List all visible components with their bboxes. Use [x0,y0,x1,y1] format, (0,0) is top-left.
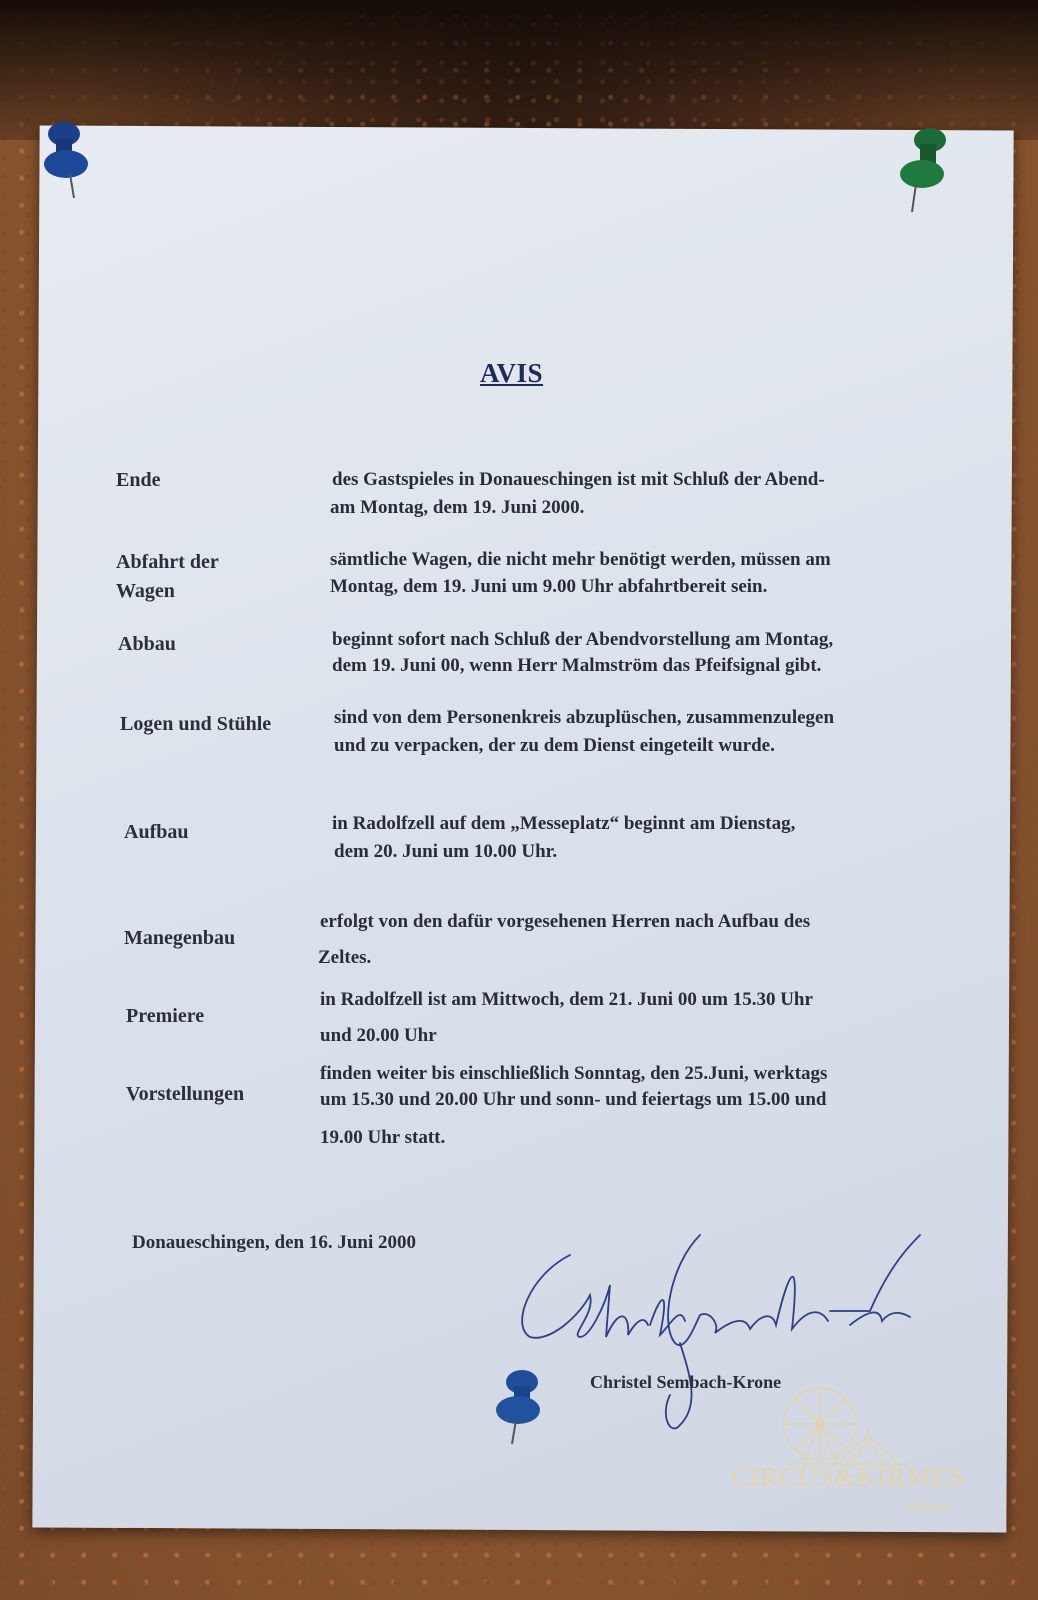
item-label: Premiere [126,1005,205,1027]
item-line: finden weiter bis einschließlich Sonntag, den 25.Juni, werktags [320,1063,828,1084]
place-date-line: Donaueschingen, den 16. Juni 2000 [132,1232,417,1253]
item-line: erfolgt von den dafür vorgesehenen Herren nach Aufbau des [320,911,811,932]
item-line: des Gastspieles in Donaueschingen ist mit Schluß der Abend- [332,469,825,490]
item-label: Ende [116,469,161,491]
signer-name: Christel Sembach-Krone [590,1372,782,1392]
item-line: um 15.30 und 20.00 Uhr und sonn- und feiertags um 15.00 und [320,1089,827,1110]
item-line: 19.00 Uhr statt. [320,1127,446,1148]
blue-pushpin-icon [40,116,94,200]
item-line: und zu verpacken, der zu dem Dienst eingeteilt wurde. [334,735,775,756]
item-line: sämtliche Wagen, die nicht mehr benötigt werden, müssen am [330,549,831,570]
item-line: Zeltes. [318,947,372,968]
item-line: sind von dem Personenkreis abzuplüschen, zusammenzulegen [334,707,835,728]
item-label: Aufbau [124,821,189,843]
item-line: am Montag, dem 19. Juni 2000. [330,497,585,518]
item-line: in Radolfzell auf dem „Messeplatz“ beginnt am Dienstag, [332,813,796,834]
item-label: Vorstellungen [126,1083,245,1105]
item-label: Abfahrt der Wagen [116,551,219,602]
item-line: dem 19. Juni 00, wenn Herr Malmström das Pfeifsignal gibt. [332,655,822,676]
item-label: Abbau [118,633,176,655]
notice-title: AVIS [480,358,544,388]
item-line: dem 20. Juni um 10.00 Uhr. [334,841,558,862]
watermark-logo [728,1380,968,1540]
item-label: Manegenbau [124,927,236,949]
green-pushpin-icon [896,122,952,214]
watermark-subtitle: Welten [906,1500,948,1514]
ferris-wheel-tent-icon [728,1380,968,1470]
item-line: in Radolfzell ist am Mittwoch, dem 21. Juni 00 um 15.30 Uhr [320,989,813,1010]
item-label: Logen und Stühle [120,713,272,735]
item-line: und 20.00 Uhr [320,1025,437,1046]
watermark-brand: CIRCUS&KIRMES [731,1462,965,1492]
corkboard-shadow [0,0,1038,140]
item-line: beginnt sofort nach Schluß der Abendvorstellung am Montag, [332,629,834,650]
item-line: Montag, dem 19. Juni um 9.00 Uhr abfahrtbereit sein. [330,576,768,597]
